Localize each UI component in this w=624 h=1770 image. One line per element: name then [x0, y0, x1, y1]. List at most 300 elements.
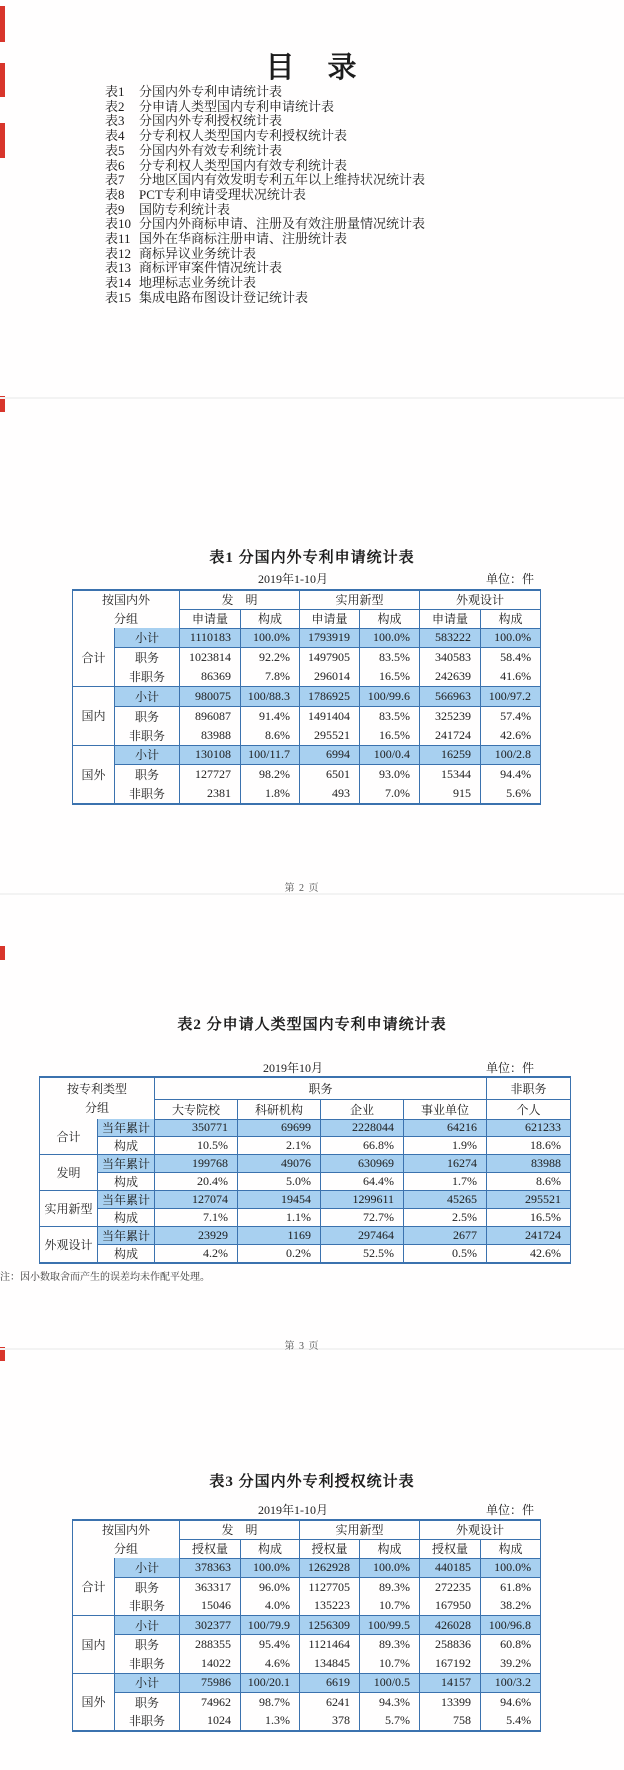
row-label: 小计	[115, 628, 180, 648]
row-label: 职务	[115, 1635, 180, 1654]
row-group-label: 国内	[73, 1616, 115, 1674]
table-cell: 1793919	[300, 628, 360, 648]
row-label: 当年累计	[98, 1119, 155, 1137]
table-cell: 1121464	[300, 1635, 360, 1654]
table-cell: 1256309	[300, 1616, 360, 1635]
toc-item-label: PCT专利申请受理状况统计表	[139, 186, 306, 202]
toc-item-number: 表1	[105, 84, 125, 99]
toc-item-label: 地理标志业务统计表	[139, 275, 257, 291]
row-label: 当年累计	[98, 1155, 155, 1173]
table-cell: 5.7%	[360, 1712, 420, 1731]
column-header: 构成	[360, 1539, 420, 1558]
table-cell: 1024	[180, 1712, 241, 1731]
column-header: 科研机构	[238, 1099, 321, 1119]
table-cell: 1491404	[300, 706, 360, 726]
toc-item-number: 表3	[105, 113, 125, 129]
table-row	[73, 1577, 541, 1596]
page-separator	[0, 397, 624, 399]
table-cell: 100.0%	[481, 1558, 541, 1577]
table-row	[73, 765, 541, 785]
table-row	[73, 706, 541, 726]
table-cell: 297464	[321, 1227, 404, 1245]
row-group-label: 国外	[73, 1673, 115, 1731]
table-cell: 0.5%	[404, 1245, 487, 1264]
toc-item	[105, 173, 425, 188]
row-group-label: 合计	[73, 628, 115, 687]
row-label: 小计	[115, 687, 180, 707]
table-row	[73, 1558, 541, 1577]
table-cell: 1786925	[300, 687, 360, 707]
table1-unit: 单位：件	[486, 572, 535, 586]
row-group-label: 合计	[73, 1558, 115, 1616]
toc-item	[105, 217, 425, 232]
toc-item-number: 表8	[105, 186, 125, 202]
column-header: 构成	[241, 609, 300, 628]
table-cell: 241724	[487, 1227, 571, 1245]
toc-item	[105, 203, 425, 218]
table-row	[73, 1654, 541, 1673]
table-cell: 241724	[420, 726, 481, 746]
toc-item-label: 分地区国内有效发明专利五年以上维持状况统计表	[139, 172, 426, 188]
table-row	[40, 1209, 571, 1227]
table-cell: 100/99.5	[360, 1616, 420, 1635]
table2-note: 注：因小数取舍而产生的误差均未作配平处理。	[0, 1272, 210, 1284]
toc-item	[105, 188, 425, 203]
table-row	[40, 1119, 571, 1137]
table-cell: 1127705	[300, 1577, 360, 1596]
column-header: 构成	[481, 609, 541, 628]
row-label: 非职务	[115, 1654, 180, 1673]
toc-item	[105, 85, 425, 100]
table-cell: 100.0%	[241, 1558, 300, 1577]
table-cell: 10.5%	[155, 1137, 238, 1155]
table-cell: 58.4%	[481, 648, 541, 668]
row-label: 当年累计	[98, 1191, 155, 1209]
table-cell: 566963	[420, 687, 481, 707]
table-cell: 91.4%	[241, 706, 300, 726]
table-cell: 127727	[180, 765, 241, 785]
table-row	[40, 1227, 571, 1245]
table-cell: 75986	[180, 1673, 241, 1692]
table-cell: 100/0.4	[360, 745, 420, 765]
table1-group-header	[73, 590, 180, 628]
table1-body	[73, 628, 541, 804]
table-cell: 19454	[238, 1191, 321, 1209]
table-cell: 72.7%	[321, 1209, 404, 1227]
toc-item	[105, 144, 425, 159]
table-cell: 13399	[420, 1693, 481, 1712]
column-group-invention: 发 明	[180, 590, 300, 609]
table-cell: 1.1%	[238, 1209, 321, 1227]
group-header-line2: 分组	[114, 611, 139, 626]
toc-item-number: 表11	[105, 231, 131, 247]
table-cell: 5.4%	[481, 1712, 541, 1731]
table-cell: 45265	[404, 1191, 487, 1209]
page-table3	[0, 1470, 624, 1732]
table-cell: 100/99.6	[360, 687, 420, 707]
toc-item	[105, 261, 425, 276]
toc-item-label: 集成电路布图设计登记统计表	[139, 289, 309, 305]
column-group-service: 职务	[155, 1077, 487, 1099]
toc-item-label: 分申请人类型国内专利申请统计表	[139, 98, 335, 114]
toc-item-number: 表14	[105, 275, 132, 291]
table3-header-row1	[73, 1520, 541, 1539]
row-label: 职务	[115, 1577, 180, 1596]
table-cell: 980075	[180, 687, 241, 707]
table-cell: 100/2.8	[481, 745, 541, 765]
table-row	[40, 1137, 571, 1155]
table-cell: 100.0%	[360, 628, 420, 648]
table-cell: 38.2%	[481, 1597, 541, 1616]
table3-period: 2019年1-10月	[258, 1503, 328, 1517]
table-cell: 98.2%	[241, 765, 300, 785]
table-cell: 6619	[300, 1673, 360, 1692]
row-label: 非职务	[115, 784, 180, 804]
table-cell: 15046	[180, 1597, 241, 1616]
table3-subtitle-row	[0, 1501, 624, 1516]
table-cell: 4.2%	[155, 1245, 238, 1264]
table-cell: 199768	[155, 1155, 238, 1173]
table-cell: 49076	[238, 1155, 321, 1173]
table-cell: 1169	[238, 1227, 321, 1245]
table-cell: 41.6%	[481, 667, 541, 687]
table-cell: 94.4%	[481, 765, 541, 785]
table-cell: 1.9%	[404, 1137, 487, 1155]
row-group-label: 发明	[40, 1155, 98, 1191]
table-cell: 350771	[155, 1119, 238, 1137]
table-cell: 915	[420, 784, 481, 804]
table-cell: 100.0%	[241, 628, 300, 648]
row-group-label: 国外	[73, 745, 115, 804]
toc-item	[105, 100, 425, 115]
table-cell: 440185	[420, 1558, 481, 1577]
table-cell: 15344	[420, 765, 481, 785]
table-cell: 83.5%	[360, 648, 420, 668]
table-cell: 583222	[420, 628, 481, 648]
row-label: 小计	[115, 1616, 180, 1635]
toc-item	[105, 159, 425, 174]
table-cell: 7.1%	[155, 1209, 238, 1227]
table2-body	[40, 1119, 571, 1263]
table-cell: 2.5%	[404, 1209, 487, 1227]
table-cell: 325239	[420, 706, 481, 726]
table-cell: 1.7%	[404, 1173, 487, 1191]
table-row	[73, 1712, 541, 1731]
toc-item	[105, 247, 425, 262]
table-cell: 130108	[180, 745, 241, 765]
table-cell: 74962	[180, 1693, 241, 1712]
toc-item	[105, 232, 425, 247]
row-label: 构成	[98, 1209, 155, 1227]
column-header: 构成	[360, 609, 420, 628]
table1-subtitle-row	[0, 570, 624, 585]
table-cell: 94.6%	[481, 1693, 541, 1712]
table-cell: 14157	[420, 1673, 481, 1692]
scan-artifact-mark	[0, 6, 5, 42]
table-cell: 1.8%	[241, 784, 300, 804]
table-cell: 61.8%	[481, 1577, 541, 1596]
table-cell: 295521	[300, 726, 360, 746]
table-row	[73, 1635, 541, 1654]
table-cell: 89.3%	[360, 1635, 420, 1654]
table-cell: 93.0%	[360, 765, 420, 785]
toc-list	[105, 85, 425, 306]
toc-item-number: 表2	[105, 98, 125, 114]
table-row	[73, 784, 541, 804]
table-cell: 2.1%	[238, 1137, 321, 1155]
row-label: 构成	[98, 1245, 155, 1264]
table-row	[73, 628, 541, 648]
table2-group-header	[40, 1077, 155, 1119]
table-cell: 89.3%	[360, 1577, 420, 1596]
page3-footer: 第 3 页	[284, 1341, 320, 1352]
scan-artifact-mark	[0, 123, 5, 158]
table-cell: 630969	[321, 1155, 404, 1173]
row-group-label: 国内	[73, 687, 115, 746]
table-cell: 135223	[300, 1597, 360, 1616]
table-cell: 8.6%	[241, 726, 300, 746]
table-cell: 493	[300, 784, 360, 804]
page2-footer: 第 2 页	[284, 883, 320, 894]
table-cell: 16.5%	[360, 667, 420, 687]
table-cell: 16.5%	[487, 1209, 571, 1227]
table-cell: 8.6%	[487, 1173, 571, 1191]
table-cell: 127074	[155, 1191, 238, 1209]
table-cell: 1497905	[300, 648, 360, 668]
row-label: 职务	[115, 765, 180, 785]
table-cell: 100/20.1	[241, 1673, 300, 1692]
table-cell: 302377	[180, 1616, 241, 1635]
table-cell: 16.5%	[360, 726, 420, 746]
table-cell: 100/11.7	[241, 745, 300, 765]
table-cell: 18.6%	[487, 1137, 571, 1155]
toc-item-number: 表13	[105, 260, 132, 276]
table-cell: 1023814	[180, 648, 241, 668]
row-label: 当年累计	[98, 1227, 155, 1245]
table1-title: 表1 分国内外专利申请统计表	[209, 550, 415, 566]
table-row	[40, 1191, 571, 1209]
table-cell: 258836	[420, 1635, 481, 1654]
toc-item-number: 表6	[105, 157, 125, 173]
table-cell: 98.7%	[241, 1693, 300, 1712]
table2-unit: 单位：件	[486, 1061, 535, 1075]
column-group-utility: 实用新型	[300, 590, 420, 609]
column-header: 构成	[481, 1539, 541, 1558]
toc-item-number: 表7	[105, 172, 125, 188]
table-cell: 39.2%	[481, 1654, 541, 1673]
table-cell: 378	[300, 1712, 360, 1731]
table-cell: 69699	[238, 1119, 321, 1137]
page-table1	[0, 546, 624, 805]
table3-group-header	[73, 1520, 180, 1558]
table-row	[73, 1673, 541, 1692]
table-cell: 83988	[180, 726, 241, 746]
group-header-line1: 按专利类型	[67, 1081, 128, 1096]
toc-item-label: 分国内外专利申请统计表	[139, 84, 283, 99]
table-cell: 16259	[420, 745, 481, 765]
table-cell: 14022	[180, 1654, 241, 1673]
table-row	[73, 745, 541, 765]
column-header: 授权量	[420, 1539, 481, 1558]
table-cell: 96.0%	[241, 1577, 300, 1596]
toc-item-number: 表4	[105, 128, 125, 144]
table-cell: 6501	[300, 765, 360, 785]
row-label: 非职务	[115, 726, 180, 746]
table-cell: 64.4%	[321, 1173, 404, 1191]
toc-item	[105, 276, 425, 291]
table-cell: 134845	[300, 1654, 360, 1673]
table-cell: 7.8%	[241, 667, 300, 687]
table1-period: 2019年1-10月	[258, 572, 328, 586]
column-group-design: 外观设计	[420, 590, 541, 609]
table-cell: 10.7%	[360, 1654, 420, 1673]
toc-item-label: 国防专利统计表	[139, 201, 231, 217]
table-cell: 100.0%	[481, 628, 541, 648]
table-cell: 340583	[420, 648, 481, 668]
row-group-label: 实用新型	[40, 1191, 98, 1227]
toc-item-label: 分专利权人类型国内专利授权统计表	[139, 128, 348, 144]
group-header-line2: 分组	[114, 1541, 139, 1556]
toc-item	[105, 114, 425, 129]
table-row	[73, 667, 541, 687]
row-label: 构成	[98, 1173, 155, 1191]
row-label: 职务	[115, 648, 180, 668]
table-row	[40, 1173, 571, 1191]
table-cell: 83.5%	[360, 706, 420, 726]
row-label: 职务	[115, 1693, 180, 1712]
group-header-line1: 按国内外	[102, 593, 151, 607]
group-header-line1: 按国内外	[102, 1523, 151, 1537]
column-header: 事业单位	[404, 1099, 487, 1119]
toc-title: 目 录	[265, 52, 359, 85]
table-cell: 1262928	[300, 1558, 360, 1577]
table-row	[73, 648, 541, 668]
table-cell: 1.3%	[241, 1712, 300, 1731]
table-cell: 167192	[420, 1654, 481, 1673]
table-cell: 296014	[300, 667, 360, 687]
table-row	[73, 1693, 541, 1712]
table2-subtitle-row	[0, 1059, 624, 1074]
table-row	[40, 1245, 571, 1264]
column-group-nonservice: 非职务	[487, 1077, 571, 1099]
row-label: 小计	[115, 1558, 180, 1577]
table-cell: 10.7%	[360, 1597, 420, 1616]
table-cell: 378363	[180, 1558, 241, 1577]
scan-artifact-mark	[0, 946, 5, 960]
table3-unit: 单位：件	[486, 1503, 535, 1517]
column-group-utility: 实用新型	[300, 1520, 420, 1539]
toc-item-number: 表12	[105, 245, 132, 261]
toc-item	[105, 129, 425, 144]
table-cell: 272235	[420, 1577, 481, 1596]
table-cell: 20.4%	[155, 1173, 238, 1191]
table-cell: 4.0%	[241, 1597, 300, 1616]
table-cell: 6994	[300, 745, 360, 765]
toc-item-number: 表5	[105, 142, 125, 158]
table-cell: 363317	[180, 1577, 241, 1596]
table2-title: 表2 分申请人类型国内专利申请统计表	[177, 1017, 447, 1033]
table-cell: 100/96.8	[481, 1616, 541, 1635]
table-cell: 288355	[180, 1635, 241, 1654]
table-cell: 23929	[155, 1227, 238, 1245]
table-cell: 295521	[487, 1191, 571, 1209]
table-cell: 57.4%	[481, 706, 541, 726]
table-row	[73, 1597, 541, 1616]
table-cell: 42.6%	[487, 1245, 571, 1264]
table2-period: 2019年10月	[262, 1061, 323, 1075]
toc-item-label: 商标评审案件情况统计表	[139, 260, 283, 276]
table-cell: 2381	[180, 784, 241, 804]
table-cell: 896087	[180, 706, 241, 726]
table-cell: 2228044	[321, 1119, 404, 1137]
table-cell: 83988	[487, 1155, 571, 1173]
table-cell: 94.3%	[360, 1693, 420, 1712]
table-cell: 100.0%	[360, 1558, 420, 1577]
toc-item-number: 表10	[105, 216, 132, 232]
table-cell: 5.0%	[238, 1173, 321, 1191]
toc-item	[105, 291, 425, 306]
table2-header-row1	[40, 1077, 571, 1099]
row-label: 职务	[115, 706, 180, 726]
column-header: 申请量	[180, 609, 241, 628]
table-cell: 52.5%	[321, 1245, 404, 1264]
table-cell: 60.8%	[481, 1635, 541, 1654]
row-label: 非职务	[115, 1597, 180, 1616]
table-cell: 426028	[420, 1616, 481, 1635]
table-cell: 42.6%	[481, 726, 541, 746]
column-header: 个人	[487, 1099, 571, 1119]
column-header: 授权量	[180, 1539, 241, 1558]
table-cell: 95.4%	[241, 1635, 300, 1654]
row-label: 小计	[115, 1673, 180, 1692]
table-cell: 1299611	[321, 1191, 404, 1209]
table2	[39, 1076, 571, 1264]
toc-item-label: 分国内外商标申请、注册及有效注册量情况统计表	[139, 216, 426, 232]
table-cell: 7.0%	[360, 784, 420, 804]
table-cell: 6241	[300, 1693, 360, 1712]
table-cell: 100/88.3	[241, 687, 300, 707]
table-cell: 1110183	[180, 628, 241, 648]
toc-item-number: 表15	[105, 289, 132, 305]
table-cell: 242639	[420, 667, 481, 687]
table3-title: 表3 分国内外专利授权统计表	[209, 1474, 415, 1490]
column-header: 构成	[241, 1539, 300, 1558]
column-header: 授权量	[300, 1539, 360, 1558]
table-cell: 758	[420, 1712, 481, 1731]
column-header: 企业	[321, 1099, 404, 1119]
table1-header-row1	[73, 590, 541, 609]
column-header: 大专院校	[155, 1099, 238, 1119]
table-cell: 100/3.2	[481, 1673, 541, 1692]
table-row	[73, 726, 541, 746]
table-row	[73, 687, 541, 707]
toc-item-label: 国外在华商标注册申请、注册统计表	[139, 231, 348, 247]
row-group-label: 外观设计	[40, 1227, 98, 1264]
table-cell: 5.6%	[481, 784, 541, 804]
row-label: 构成	[98, 1137, 155, 1155]
toc-item-label: 分专利权人类型国内有效专利统计表	[139, 157, 348, 173]
toc-item-label: 商标异议业务统计表	[139, 245, 257, 261]
group-header-line2: 分组	[85, 1100, 110, 1115]
toc-item-label: 分国内外专利授权统计表	[139, 113, 283, 129]
table-cell: 2677	[404, 1227, 487, 1245]
table3-body	[73, 1558, 541, 1731]
table-cell: 66.8%	[321, 1137, 404, 1155]
column-header: 申请量	[420, 609, 481, 628]
table-cell: 167950	[420, 1597, 481, 1616]
toc-item-label: 分国内外有效专利统计表	[139, 142, 283, 158]
column-header: 申请量	[300, 609, 360, 628]
